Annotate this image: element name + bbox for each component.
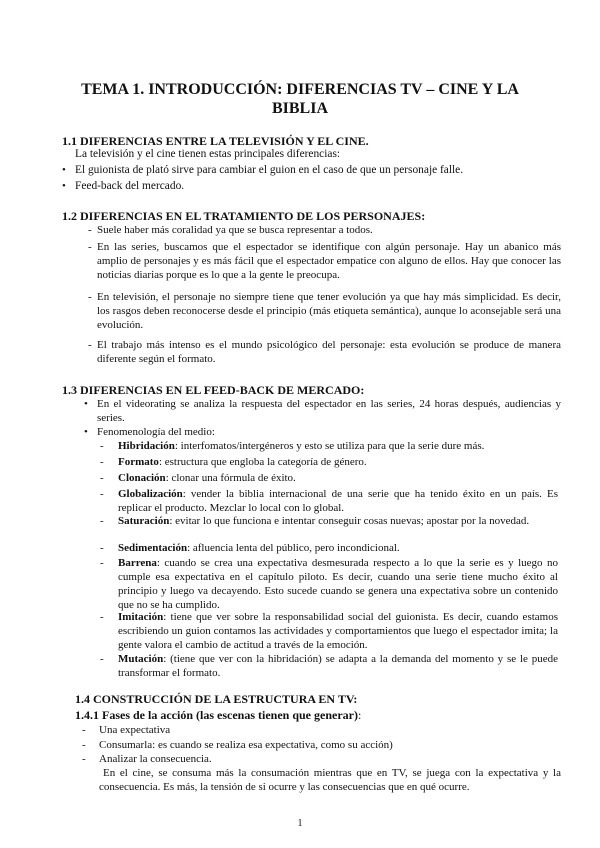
list-item: Saturación: evitar lo que funciona e intentar conseguir cosas nuevas; apostar por la novedad. [118,515,530,527]
dash-icon: - [82,724,86,736]
list-item: Hibridación: interfomatos/intergéneros y esto se utiliza para que la serie dure más. [118,440,485,452]
list-item: Consumarla: es cuando se realiza esa expectativa, como su acción) [99,739,393,751]
bullet-icon: • [84,426,88,438]
list-item: Fenomenología del medio: [97,426,215,438]
bullet-icon: • [62,180,66,192]
dash-icon: - [100,488,104,500]
list-item: Imitación: tiene que ver sobre la responsabilidad social del guionista. Es decir, cuando estamos escribiendo un guion contamos las actividades y comportamientos que luego el espectador imita; la gente valora el cambio de actitud a través de la emoción. [118,611,558,651]
list-item: Una expectativa [99,724,171,736]
dash-icon: - [88,291,92,303]
dash-icon: - [100,557,104,569]
list-item: En televisión, el personaje no siempre tiene que tener evolución ya que hay más simplicidad. Es decir, los rasgos deben reconocerse desde el principio (más etiqueta semántica), aunque lo aconsejable será una evolución. [97,291,561,331]
list-item: Feed-back del mercado. [75,180,185,192]
dash-icon: - [100,472,104,484]
dash-icon: - [100,440,104,452]
section-1-1-intro: La televisión y el cine tienen estas principales diferencias: [75,148,341,160]
dash-icon: - [100,653,104,665]
section-1-4-1-heading: 1.4.1 Fases de la acción (las escenas tienen que generar): [75,708,362,722]
list-item: Analizar la consecuencia. [99,753,212,765]
dash-icon: - [100,515,104,527]
list-item: Mutación: (tiene que ver con la hibridación) se adapta a la demanda del momento y se le puede transformar el formato. [118,653,558,679]
dash-icon: - [100,542,104,554]
section-1-3-heading: 1.3 DIFERENCIAS EN EL FEED-BACK DE MERCADO: [62,383,365,397]
bullet-icon: • [84,398,88,410]
dash-icon: - [82,753,86,765]
list-item: Globalización: vender la biblia internacional de una serie que ha tenido éxito en un país. Es replicar el producto. Mezclar lo local con lo global. [118,488,558,514]
list-item: En el videorating se analiza la respuesta del espectador en las series, 24 horas después, audiencias y series. [97,398,561,424]
page-number: 1 [297,818,303,829]
dash-icon: - [100,611,104,623]
closing-paragraph: En el cine, se consuma más la consumación mientras que en TV, se juega con la expectativa y la consecuencia. Es más, la tensión de si ocurre y las consecuencias que en qué ocurre. [99,767,561,793]
list-item: En las series, buscamos que el espectador se identifique con algún personaje. Hay un abanico más amplio de personajes y es más fácil que el espectador empatice con alguno de ellos. Hay que conocer las noticias diarias porque es lo que a la gente le preocupa. [97,241,561,281]
dash-icon: - [82,739,86,751]
dash-icon: - [100,456,104,468]
dash-icon: - [88,224,92,236]
section-1-4-heading: 1.4 CONSTRUCCIÓN DE LA ESTRUCTURA EN TV: [75,692,358,706]
list-item: El trabajo más intenso es el mundo psicológico del personaje: esta evolución se produce de manera diferente según el formato. [97,339,561,365]
list-item: Suele haber más coralidad ya que se busca representar a todos. [97,224,373,236]
list-item: Sedimentación: afluencia lenta del público, pero incondicional. [118,542,400,554]
section-1-2-heading: 1.2 DIFERENCIAS EN EL TRATAMIENTO DE LOS PERSONAJES: [62,209,426,223]
page-title: TEMA 1. INTRODUCCIÓN: DIFERENCIAS TV – CINE Y LA BIBLIA [81,81,519,117]
section-1-1-heading: 1.1 DIFERENCIAS ENTRE LA TELEVISIÓN Y EL CINE. [62,134,369,148]
list-item: Formato: estructura que engloba la categoría de género. [118,456,367,468]
list-item: El guionista de plató sirve para cambiar el guion en el caso de que un personaje falle. [75,164,464,176]
bullet-icon: • [62,164,66,176]
list-item: Barrena: cuando se crea una expectativa desmesurada respecto a lo que la serie es y luego no cumple esa expectativa en el capítulo piloto. Es decir, cuando una serie tiene mucho éxito al principio y luego va decayendo. Esto sucede cuando se genera una expectativa sobre un contenido que no se ha cumplido. [118,557,558,611]
dash-icon: - [88,241,92,253]
list-item: Clonación: clonar una fórmula de éxito. [118,472,296,484]
dash-icon: - [88,339,92,351]
